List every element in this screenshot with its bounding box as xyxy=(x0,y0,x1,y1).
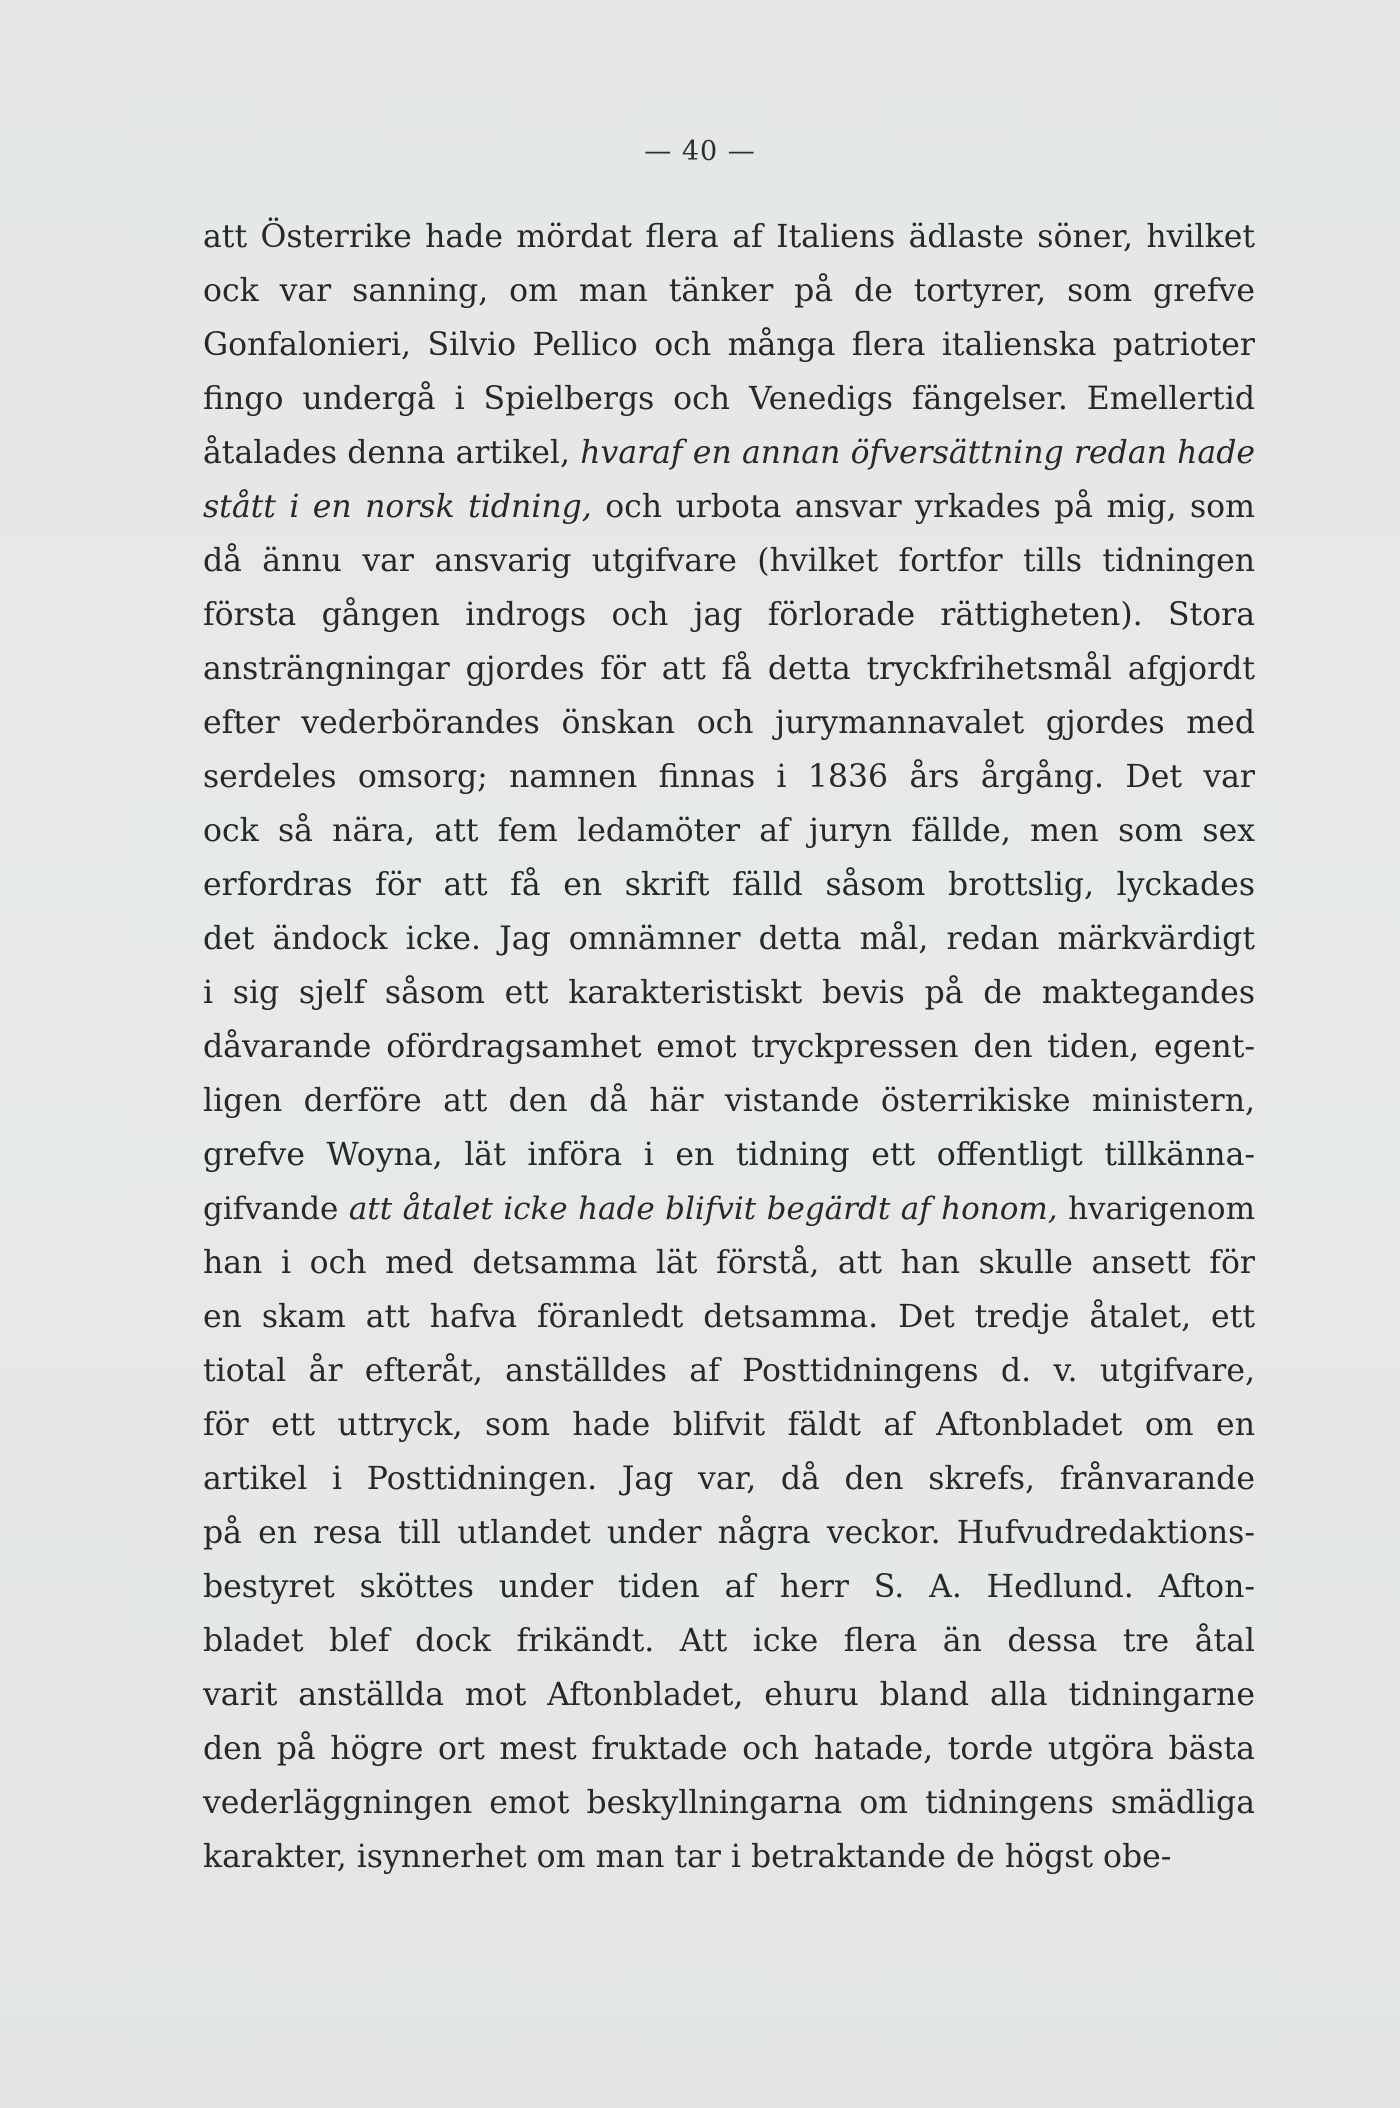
text-line: fingo undergå i Spielbergs och Venedigs fängelser. Emellertid xyxy=(203,381,1255,417)
text-segment: hvarigenom xyxy=(1057,1191,1255,1227)
text-line: serdeles omsorg; namnen finnas i 1836 års årgång. Det var xyxy=(203,759,1255,795)
text-line: ligen derföre att den då här vistande österrikiske ministern, xyxy=(203,1083,1255,1119)
page-number: — 40 — xyxy=(644,136,756,167)
text-line: ock så nära, att fem ledamöter af juryn fällde, men som sex xyxy=(203,813,1255,849)
text-line xyxy=(203,1182,1255,1236)
text-segment: och urbota ansvar yrkades på mig, som xyxy=(591,489,1255,525)
italic-segment: stått i en norsk tidning, xyxy=(203,489,592,525)
text-line: artikel i Posttidningen. Jag var, då den skrefs, frånvarande xyxy=(203,1461,1255,1497)
text-line: på en resa till utlandet under några veckor. Hufvudredaktions- xyxy=(203,1515,1255,1551)
text-line xyxy=(203,480,1255,534)
text-line: efter vederbörandes önskan och jurymannavalet gjordes med xyxy=(203,705,1255,741)
text-segment: gifvande xyxy=(203,1191,349,1227)
italic-segment: hvaraf en annan öfversättning redan hade xyxy=(580,435,1255,471)
text-line: Gonfalonieri, Silvio Pellico och många flera italienska patrioter xyxy=(203,327,1255,363)
text-line: i sig sjelf såsom ett karakteristiskt bevis på de maktegandes xyxy=(203,975,1255,1011)
text-line: bestyret sköttes under tiden af herr S. A. Hedlund. Afton- xyxy=(203,1569,1255,1605)
text-line: då ännu var ansvarig utgifvare (hvilket fortfor tills tidningen xyxy=(203,543,1255,579)
body-text xyxy=(203,210,1255,1884)
text-line: en skam att hafva föranledt detsamma. Det tredje åtalet, ett xyxy=(203,1299,1255,1335)
text-line: varit anställda mot Aftonbladet, ehuru bland alla tidningarne xyxy=(203,1677,1255,1713)
text-line: ock var sanning, om man tänker på de tortyrer, som grefve xyxy=(203,273,1255,309)
text-line: ansträngningar gjordes för att få detta tryckfrihetsmål afgjordt xyxy=(203,651,1255,687)
text-line: karakter, isynnerhet om man tar i betraktande de högst obe- xyxy=(203,1839,1172,1875)
text-segment: åtalades denna artikel, xyxy=(203,435,581,471)
text-line: han i och med detsamma lät förstå, att han skulle ansett för xyxy=(203,1245,1255,1281)
text-line: erfordras för att få en skrift fälld såsom brottslig, lyckades xyxy=(203,867,1255,903)
text-line: första gången indrogs och jag förlorade rättigheten). Stora xyxy=(203,597,1255,633)
text-line: dåvarande ofördragsamhet emot tryckpressen den tiden, egent- xyxy=(203,1029,1255,1065)
text-line: för ett uttryck, som hade blifvit fäldt af Aftonbladet om en xyxy=(203,1407,1255,1443)
text-line: att Österrike hade mördat flera af Italiens ädlaste söner, hvilket xyxy=(203,219,1255,255)
text-line: grefve Woyna, lät införa i en tidning ett offentligt tillkänna- xyxy=(203,1137,1255,1173)
text-line: tiotal år efteråt, anställdes af Posttidningens d. v. utgifvare, xyxy=(203,1353,1255,1389)
text-line: bladet blef dock frikändt. Att icke flera än dessa tre åtal xyxy=(203,1623,1255,1659)
text-line: det ändock icke. Jag omnämner detta mål, redan märkvärdigt xyxy=(203,921,1255,957)
italic-segment: att åtalet icke hade blifvit begärdt af honom, xyxy=(348,1191,1058,1227)
text-line: den på högre ort mest fruktade och hatade, torde utgöra bästa xyxy=(203,1731,1255,1767)
text-line: vederläggningen emot beskyllningarna om tidningens smädliga xyxy=(203,1785,1255,1821)
text-line xyxy=(203,426,1255,480)
